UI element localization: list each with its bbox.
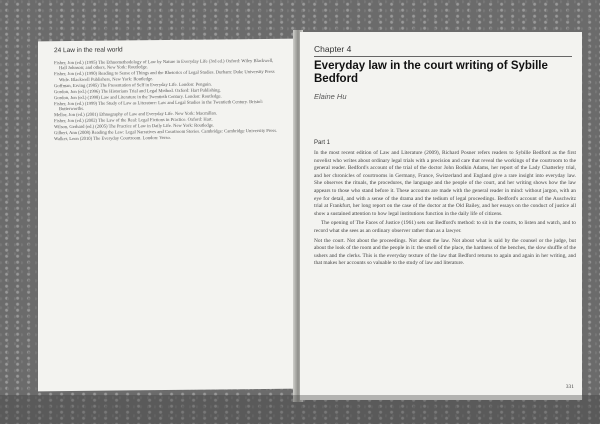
body-paragraph: Not the court. Not about the proceedings. Not about the law. Not about what is said by the counsel or the judge, but about the look of the room and the people in it: the smell of the place, the hardness of the benches, the slow shuffle of the ushers and the clerks. This is the everyday texture of the law that Bedford returns to again and again in her writing, and that makes her accounts so valuable to the study of law and literature. bbox=[314, 237, 576, 267]
reference-entry: Goffman, Erving (1985) The Presentation of Self in Everyday Life. London: Penguin. bbox=[54, 81, 212, 88]
chapter-author: Elaine Hu bbox=[314, 92, 347, 101]
reference-entry: Gordon, Jon (ed.) (1998) Law and Literature in the Twentieth Century. London: Routledge. bbox=[54, 93, 222, 100]
chapter-rule bbox=[314, 56, 572, 57]
chapter-label: Chapter 4 bbox=[314, 44, 352, 54]
bottom-shadow bbox=[0, 395, 600, 424]
reference-entry: Gordon, Jon (ed.) (1996) The Historians Trial and Legal Method. Oxford: Hart Publishing. bbox=[54, 87, 221, 94]
left-page bbox=[38, 39, 296, 392]
reference-list bbox=[54, 58, 280, 143]
reference-entry: Mellor, Jon (ed.) (2001) Ethnography of Law and Everyday Life. New York: Macmillan. bbox=[54, 110, 217, 118]
right-page bbox=[300, 32, 582, 400]
reference-entry: Gilbert, Ann (2008) Reading the Law: Legal Narratives and Courtroom Stories. Cambridge: Cambridge University Press. bbox=[54, 128, 278, 136]
chapter-body bbox=[314, 150, 576, 270]
reference-entry: Fisher, Jon (ed.) (2002) The Law of the Real: Legal Fictions in Practice. Oxford: Hart. bbox=[54, 116, 213, 124]
reference-entry: Wilson, Gerhard (ed.) (2005) The Practice of Law in Daily Life. New York: Routledge. bbox=[54, 122, 215, 130]
reference-entry: Fisher, Jon (ed.) (1999) The Study of Law as Literature: Law and Legal Studies in the Twentieth Century. Bristol: Butterworths. bbox=[54, 98, 263, 112]
running-head: 24 Law in the real world bbox=[54, 46, 123, 55]
body-paragraph: The opening of The Faces of Justice (1961) sets out Bedford's method: to sit in the courts, to listen and watch, and to record what she sees as an ordinary observer rather than as a lawyer. bbox=[314, 220, 576, 234]
body-paragraph: In the most recent edition of Law and Literature (2009), Richard Posner refers readers to Sybille Bedford as the first novelist who writes about ordinary legal trials with a precision and care that reveal the workings of the courtroom to the general reader. Bedford's account of the trial of the doctor John Bodkin Adams, her report of the Lady Chatterley trial, and her chronicles of courtrooms in Germany, France, Switzerland and England give a rare insight into everyday law. She observes the rituals, the procedures, the language and the people of the court, and her writing shows how the law appears to those who stand before it. These accounts are made with the general reader in mind: without jargon, with an eye for detail, and with a sense of the drama and the tedium of legal proceedings. Bedford's account of the Auschwitz trial at Frankfurt, her long report on the case of the doctor at the Old Bailey, and her essays on the conduct of justice all show a sustained attention to how legal institutions function in the daily life of citizens. bbox=[314, 150, 576, 217]
reference-entry: Fisher, Jon (ed.) (1990) Reading to Sense of Things and the Rhetorics of Legal Studies. Durham: Duke University Press Wide. Blackwell Publishers, New York: Routledge. bbox=[54, 69, 275, 82]
chapter-title: Everyday law in the court writing of Sybille Bedford bbox=[314, 60, 548, 85]
reference-entry: Fisher, Jon (ed.) (1995) The Ethnomethodology of Law by Nature in Everyday Life (3rd ed.) Oxford: Wiley Blackwell, Hall Johnson; and others, New York: Routledge. bbox=[54, 57, 274, 71]
page-number: 331 bbox=[565, 384, 574, 390]
section-label: Part 1 bbox=[314, 140, 331, 146]
reference-entry: Walker, Leon (2010) The Everyday Courtroom. London: Verso. bbox=[54, 135, 171, 142]
